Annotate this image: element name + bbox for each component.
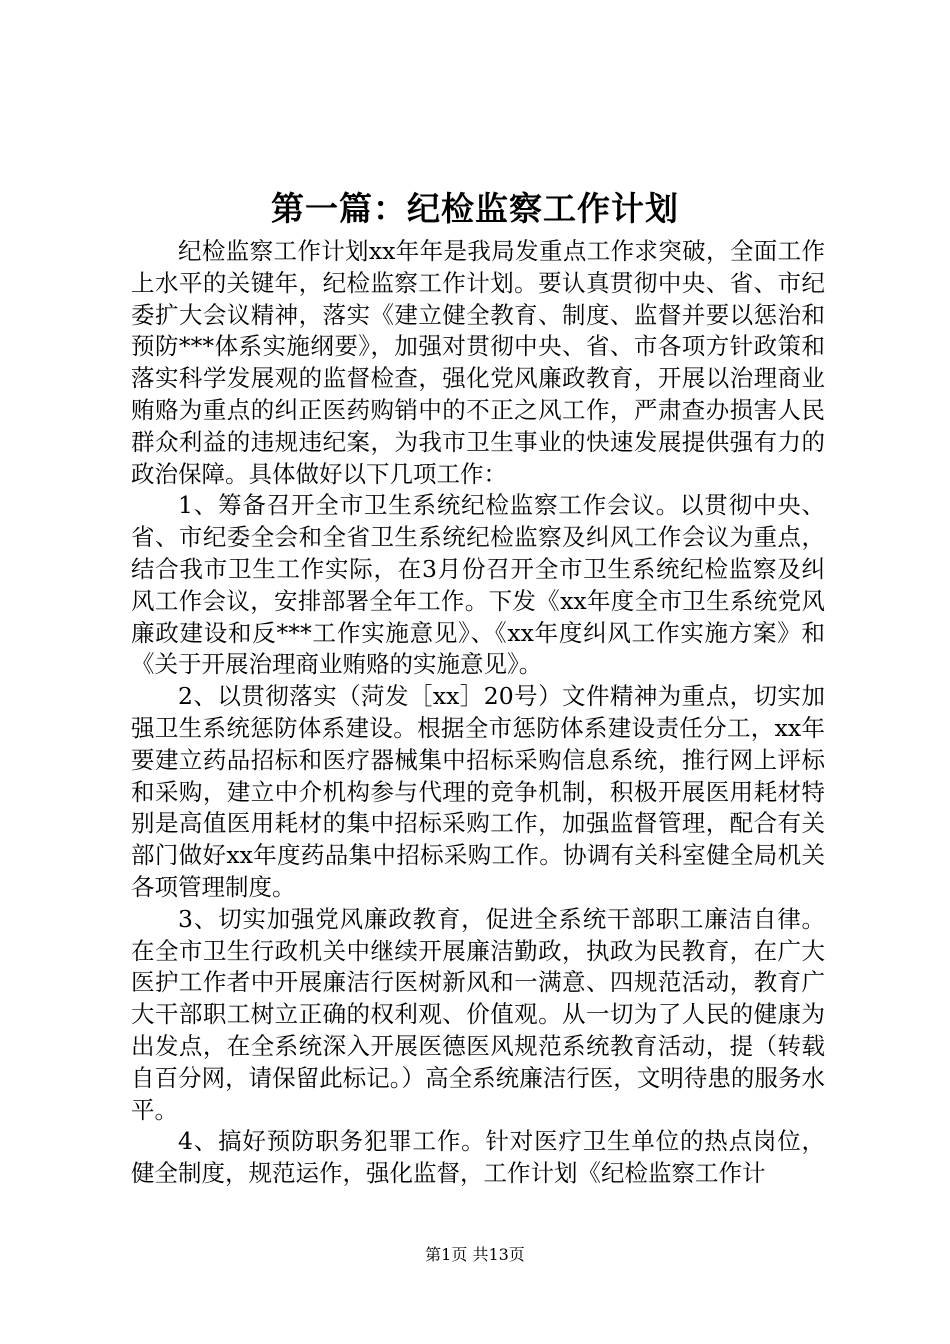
paragraph-item-4: 4、搞好预防职务犯罪工作。针对医疗卫生单位的热点岗位，健全制度，规范运作，强化监督，工作计划《纪检监察工作计 xyxy=(131,1127,825,1188)
paragraph-item-2: 2、以贯彻落实（菏发［xx］20号）文件精神为重点，切实加强卫生系统惩防体系建设。根据全市惩防体系建设责任分工，xx年要建立药品招标和医疗器械集中招标采购信息系统，推行网上评标和采购，建立中介机构参与代理的竞争机制，积极开展医用耗材特别是高值医用耗材的集中招标采购工作，加强监督管理，配合有关部门做好xx年度药品集中招标采购工作。协调有关科室健全局机关各项管理制度。 xyxy=(131,682,825,901)
document-body xyxy=(131,236,825,1190)
page-number-footer: 第1页 共13页 xyxy=(425,1245,525,1264)
paragraph-intro: 纪检监察工作计划xx年年是我局发重点工作求突破，全面工作上水平的关键年，纪检监察工作计划。要认真贯彻中央、省、市纪委扩大会议精神，落实《建立健全教育、制度、监督并要以惩治和预防***体系实施纲要》，加强对贯彻中央、省、市各项方针政策和落实科学发展观的监督检查，强化党风廉政教育，开展以治理商业贿赂为重点的纠正医药购销中的不正之风工作，严肃查办损害人民群众利益的违规违纪案，为我市卫生事业的快速发展提供强有力的政治保障。具体做好以下几项工作： xyxy=(131,237,825,488)
paragraph-item-1: 1、筹备召开全市卫生系统纪检监察工作会议。以贯彻中央、省、市纪委全会和全省卫生系统纪检监察及纠风工作会议为重点，结合我市卫生工作实际，在3月份召开全市卫生系统纪检监察及纠风工作会议，安排部署全年工作。下发《xx年度全市卫生系统党风廉政建设和反***工作实施意见》、《xx年度纠风工作实施方案》和《关于开展治理商业贿赂的实施意见》。 xyxy=(131,491,825,679)
paragraph-item-3: 3、切实加强党风廉政教育，促进全系统干部职工廉洁自律。在全市卫生行政机关中继续开展廉洁勤政，执政为民教育，在广大医护工作者中开展廉洁行医树新风和一满意、四规范活动，教育广大干部职工树立正确的权利观、价值观。从一切为了人民的健康为出发点，在全系统深入开展医德医风规范系统教育活动，提（转载自百分网，请保留此标记。）高全系统廉洁行医，文明待患的服务水平。 xyxy=(131,904,825,1124)
page-title: 第一篇：纪检监察工作计划 xyxy=(271,189,679,228)
